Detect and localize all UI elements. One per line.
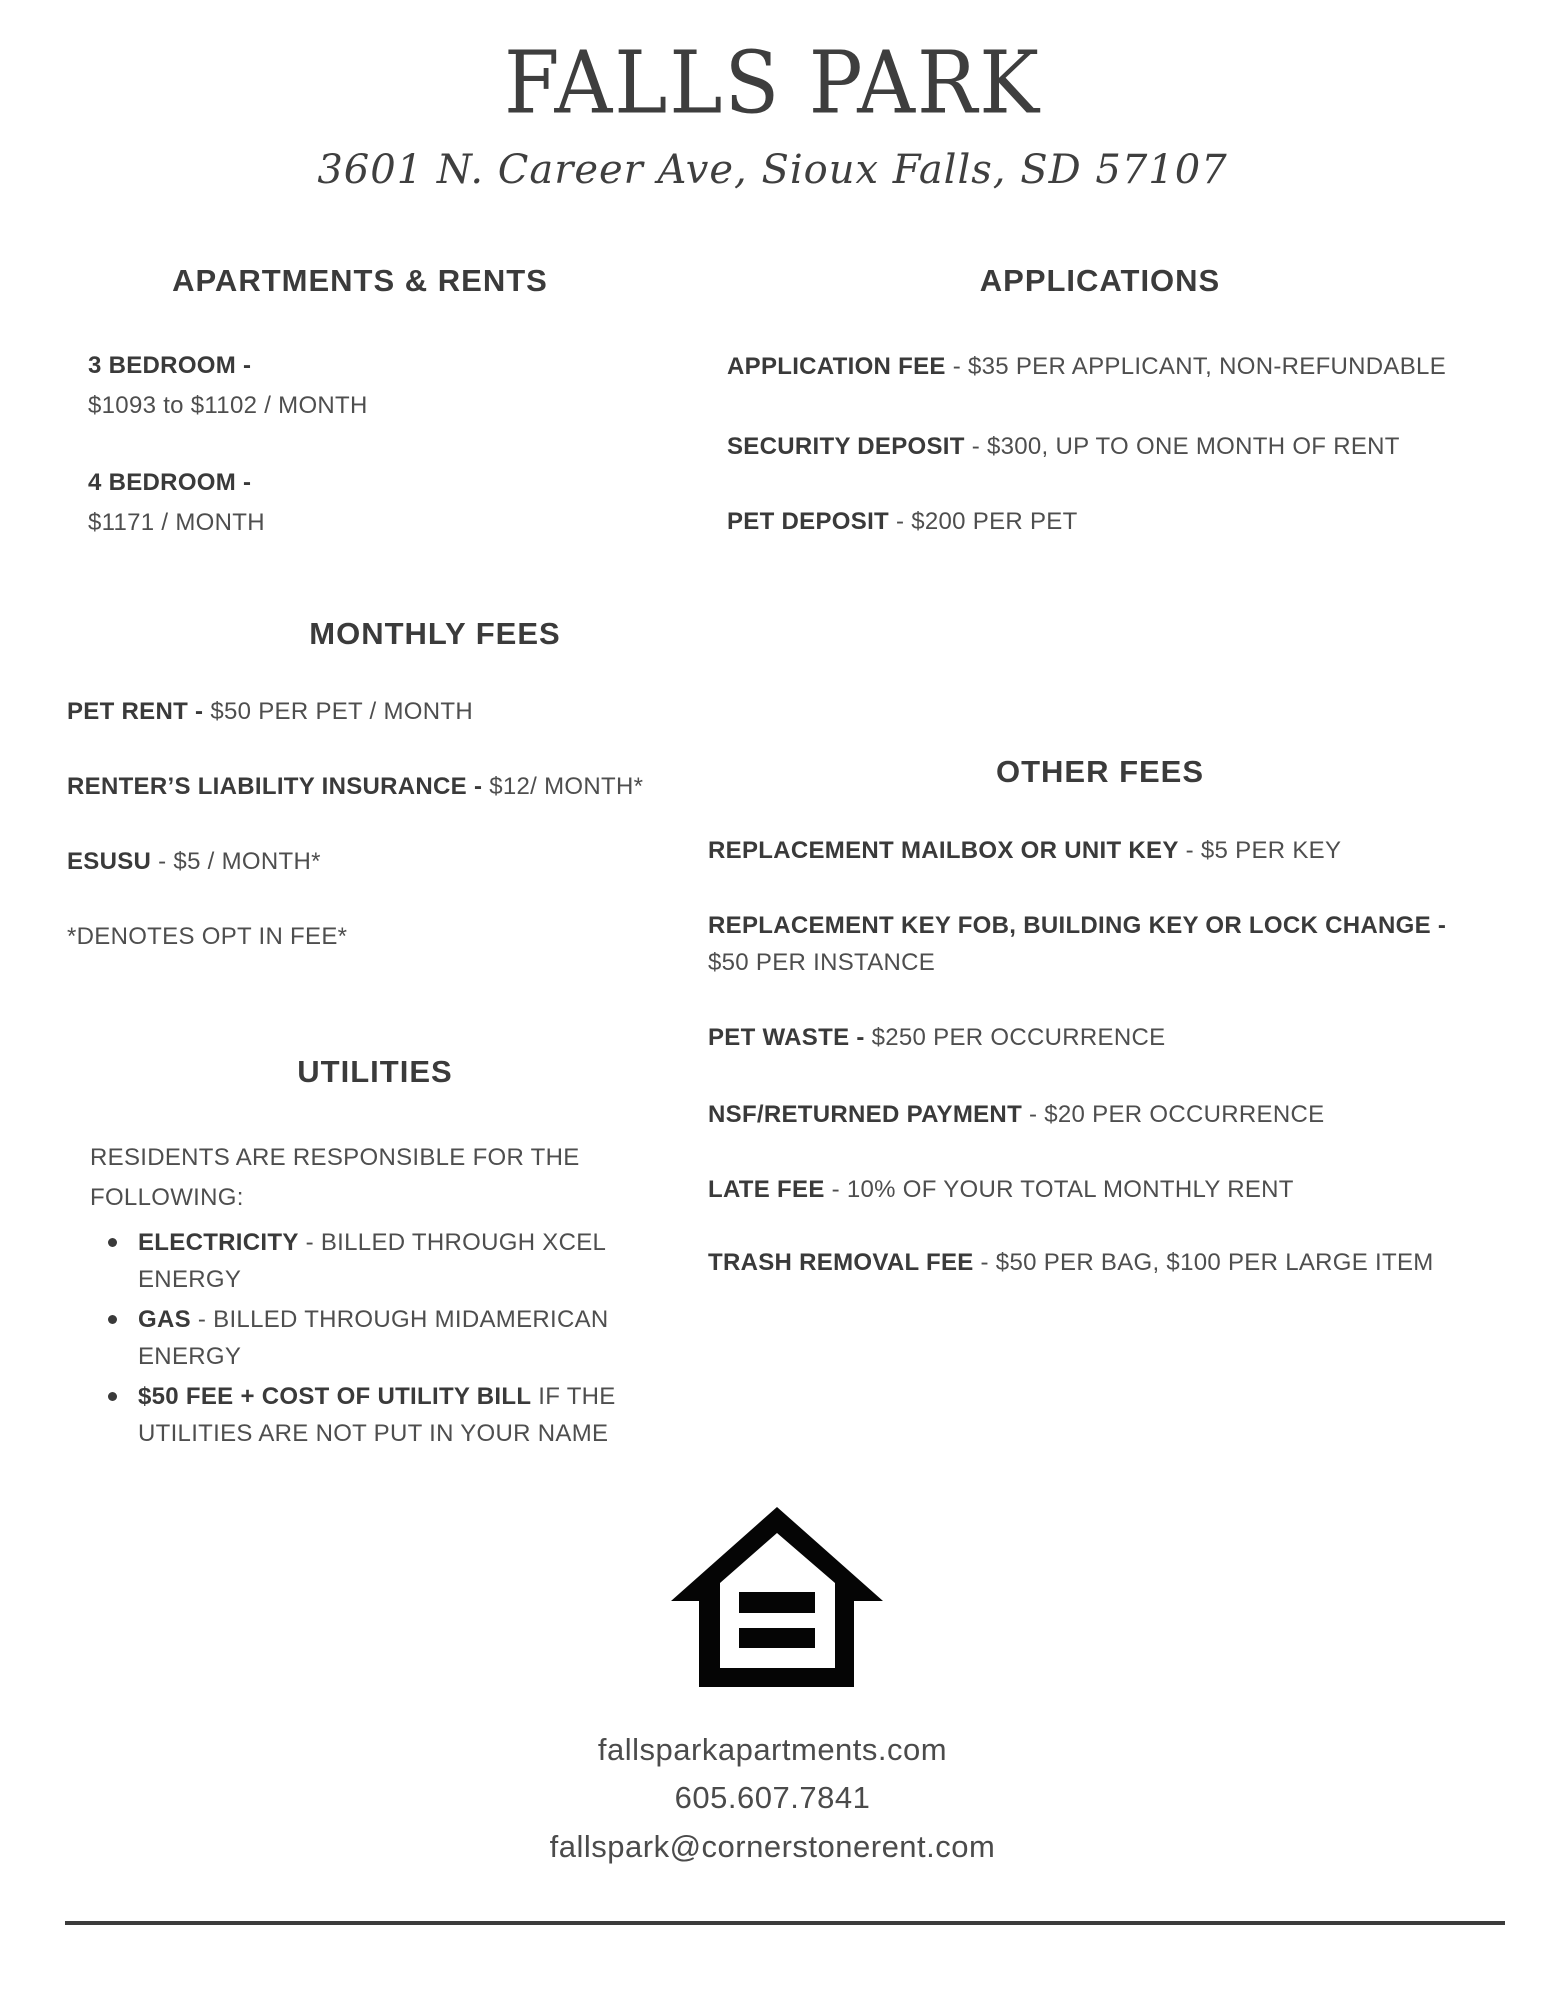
fee-item-esusu [67,842,321,882]
section-heading-apartments-rents: APARTMENTS & RENTS [172,263,548,298]
footer-email: fallspark@cornerstonerent.com [549,1829,996,1864]
fee-label: REPLACEMENT KEY FOB, BUILDING KEY OR LOCK CHANGE - [708,912,1447,939]
fee-label: APPLICATION FEE [727,353,946,380]
fee-value: - $20 PER OCCURRENCE [1029,1101,1325,1128]
fee-value: - $5 / MONTH* [158,848,321,875]
fee-label: PET RENT - [67,698,204,725]
opt-in-fee-note: *DENOTES OPT IN FEE* [67,923,348,950]
fee-value: $50 PER PET / MONTH [210,698,473,725]
fee-value: $12/ MONTH* [489,773,644,800]
fee-label: SECURITY DEPOSIT [727,433,965,460]
fee-label: PET DEPOSIT [727,508,889,535]
fee-item-nsf-returned-payment [708,1096,1324,1133]
fee-item-4-bedroom [88,463,265,543]
utilities-bullet-electricity [90,1224,650,1298]
bullet-value: IF THE UTILITIES ARE NOT PUT IN YOUR NAME [138,1383,616,1447]
section-heading-monthly-fees: MONTHLY FEES [309,616,561,651]
bullet-label: GAS [138,1306,191,1333]
fee-label: ESUSU [67,848,152,875]
fee-value: - $5 PER KEY [1185,837,1342,864]
utilities-bullet-gas [90,1301,650,1375]
equal-housing-house-icon [671,1507,883,1687]
fee-item-security-deposit [727,427,1400,467]
fee-value: $1171 / MONTH [88,509,265,536]
bullet-label: $50 FEE + COST OF UTILITY BILL [138,1383,532,1410]
fee-label: 4 BEDROOM - [88,469,252,496]
fee-item-pet-deposit [727,502,1078,542]
fee-value: $250 PER OCCURRENCE [871,1024,1166,1051]
page-title: FALLS PARK [503,32,1042,133]
fee-item-replacement-key-fob [708,907,1446,981]
fee-value: - $35 PER APPLICANT, NON-REFUNDABLE [952,353,1447,380]
bullet-value: - BILLED THROUGH XCEL ENERGY [138,1229,606,1293]
fee-label: LATE FEE [708,1176,825,1203]
fee-item-pet-rent [67,692,473,732]
property-address: 3601 N. Career Ave, Sioux Falls, SD 57107 [317,147,1228,193]
fee-item-pet-waste [708,1019,1165,1056]
fee-label: 3 BEDROOM - [88,352,252,379]
footer-phone: 605.607.7841 [674,1780,871,1815]
bullet-label: ELECTRICITY [138,1229,299,1256]
fee-item-replacement-key [708,832,1341,869]
section-heading-utilities: UTILITIES [297,1054,453,1089]
fee-label: REPLACEMENT MAILBOX OR UNIT KEY [708,837,1179,864]
fee-item-application-fee [727,347,1446,387]
fee-item-trash-removal-fee [708,1244,1434,1281]
utilities-bullet-list [90,1224,650,1455]
bottom-divider [65,1921,1505,1925]
fee-value: $50 PER INSTANCE [708,949,936,976]
fee-value: $1093 to $1102 / MONTH [88,392,368,419]
fee-value: - 10% OF YOUR TOTAL MONTHLY RENT [831,1176,1294,1203]
fee-value: - $300, UP TO ONE MONTH OF RENT [971,433,1400,460]
section-heading-applications: APPLICATIONS [979,263,1221,298]
fee-item-3-bedroom [88,346,368,426]
utilities-intro: RESIDENTS ARE RESPONSIBLE FOR THE FOLLOWING: [90,1144,580,1211]
footer-website: fallsparkapartments.com [597,1732,948,1767]
fee-label: PET WASTE - [708,1024,865,1051]
fee-label: RENTER’S LIABILITY INSURANCE - [67,773,483,800]
utilities-bullet-utility-bill-fee [90,1378,650,1452]
fee-value: - $200 PER PET [895,508,1078,535]
fee-item-renters-liability-insurance [67,767,643,807]
bullet-value: - BILLED THROUGH MIDAMERICAN ENERGY [138,1306,609,1370]
fee-label: TRASH REMOVAL FEE [708,1249,974,1276]
section-heading-other-fees: OTHER FEES [995,754,1205,789]
fee-item-late-fee [708,1171,1294,1208]
fee-value: - $50 PER BAG, $100 PER LARGE ITEM [980,1249,1434,1276]
fee-label: NSF/RETURNED PAYMENT [708,1101,1023,1128]
